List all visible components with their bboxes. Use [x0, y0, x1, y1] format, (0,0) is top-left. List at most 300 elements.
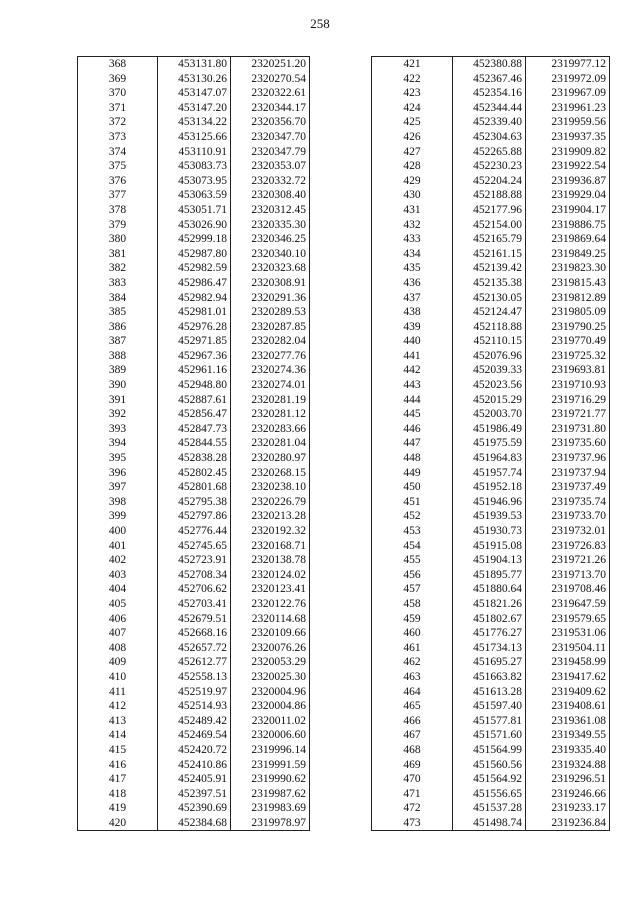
coordinate-x: 452339.40	[453, 115, 526, 130]
coordinate-y: 2319987.62	[231, 787, 310, 802]
table-row	[78, 86, 310, 101]
point-number: 437	[372, 291, 453, 306]
table-row	[78, 466, 310, 481]
coordinate-y: 2320280.97	[231, 451, 310, 466]
table-row	[372, 115, 610, 130]
table-row	[372, 393, 610, 408]
coordinate-y: 2320353.07	[231, 159, 310, 174]
coordinate-y: 2319815.43	[526, 276, 610, 291]
coordinate-x: 452795.38	[158, 495, 231, 510]
table-row	[372, 743, 610, 758]
table-row	[372, 247, 610, 262]
coordinate-x: 452982.59	[158, 261, 231, 276]
table-row	[78, 57, 310, 72]
coordinate-x: 452230.23	[453, 159, 526, 174]
table-row	[78, 72, 310, 87]
point-number: 411	[78, 685, 158, 700]
coordinate-y: 2319735.74	[526, 495, 610, 510]
table-row	[78, 509, 310, 524]
coordinate-y: 2319713.70	[526, 568, 610, 583]
table-row	[78, 291, 310, 306]
table-row	[78, 378, 310, 393]
point-number: 375	[78, 159, 158, 174]
point-number: 373	[78, 130, 158, 145]
table-row	[78, 553, 310, 568]
table-row	[372, 787, 610, 802]
table-row	[78, 115, 310, 130]
table-row	[78, 261, 310, 276]
table-row	[372, 451, 610, 466]
coordinate-x: 451613.28	[453, 685, 526, 700]
table-row	[372, 72, 610, 87]
coordinate-x: 453063.59	[158, 188, 231, 203]
coordinate-x: 452165.79	[453, 232, 526, 247]
coordinate-x: 452304.63	[453, 130, 526, 145]
coordinate-y: 2319408.61	[526, 699, 610, 714]
coordinate-x: 451695.27	[453, 655, 526, 670]
table-row	[78, 159, 310, 174]
coordinate-y: 2320346.25	[231, 232, 310, 247]
coordinate-y: 2319922.54	[526, 159, 610, 174]
coordinate-x: 451821.26	[453, 597, 526, 612]
point-number: 445	[372, 407, 453, 422]
coordinate-x: 451556.65	[453, 787, 526, 802]
point-number: 421	[372, 57, 453, 72]
point-number: 388	[78, 349, 158, 364]
coordinate-y: 2319823.30	[526, 261, 610, 276]
coordinate-x: 452489.42	[158, 714, 231, 729]
point-number: 461	[372, 641, 453, 656]
table-row	[78, 626, 310, 641]
table-row	[78, 276, 310, 291]
table-row	[372, 524, 610, 539]
point-number: 456	[372, 568, 453, 583]
coordinate-y: 2319904.17	[526, 203, 610, 218]
table-row	[372, 159, 610, 174]
point-number: 418	[78, 787, 158, 802]
table-row	[78, 714, 310, 729]
table-row	[78, 612, 310, 627]
table-row	[372, 801, 610, 816]
coordinate-x: 452856.47	[158, 407, 231, 422]
coordinate-x: 452981.01	[158, 305, 231, 320]
point-number: 372	[78, 115, 158, 130]
point-number: 394	[78, 436, 158, 451]
coordinate-x: 451986.49	[453, 422, 526, 437]
coordinate-y: 2319349.55	[526, 728, 610, 743]
table-row	[78, 436, 310, 451]
point-number: 423	[372, 86, 453, 101]
point-number: 385	[78, 305, 158, 320]
coordinate-y: 2320270.54	[231, 72, 310, 87]
point-number: 417	[78, 772, 158, 787]
table-row	[78, 218, 310, 233]
coordinate-y: 2319731.80	[526, 422, 610, 437]
point-number: 436	[372, 276, 453, 291]
point-number: 398	[78, 495, 158, 510]
coordinate-y: 2320006.60	[231, 728, 310, 743]
point-number: 384	[78, 291, 158, 306]
coordinate-y: 2319409.62	[526, 685, 610, 700]
coordinate-x: 452558.13	[158, 670, 231, 685]
table-row	[78, 801, 310, 816]
coordinate-x: 451776.27	[453, 626, 526, 641]
coordinate-y: 2319721.26	[526, 553, 610, 568]
point-number: 449	[372, 466, 453, 481]
point-number: 410	[78, 670, 158, 685]
table-row	[78, 320, 310, 335]
coordinate-y: 2319737.96	[526, 451, 610, 466]
coordinate-y: 2319991.59	[231, 758, 310, 773]
coordinate-x: 452967.36	[158, 349, 231, 364]
coordinate-x: 452971.85	[158, 334, 231, 349]
table-row	[78, 699, 310, 714]
coordinate-x: 452706.62	[158, 582, 231, 597]
coordinate-y: 2320308.40	[231, 188, 310, 203]
coordinate-y: 2319708.46	[526, 582, 610, 597]
coordinate-y: 2320287.85	[231, 320, 310, 335]
coordinate-y: 2319458.99	[526, 655, 610, 670]
table-row	[78, 393, 310, 408]
table-row	[372, 553, 610, 568]
point-number: 459	[372, 612, 453, 627]
point-number: 371	[78, 101, 158, 116]
table-row	[372, 320, 610, 335]
coordinate-y: 2320323.68	[231, 261, 310, 276]
point-number: 450	[372, 480, 453, 495]
coordinate-y: 2320332.72	[231, 174, 310, 189]
point-number: 467	[372, 728, 453, 743]
coordinate-y: 2320238.10	[231, 480, 310, 495]
point-number: 441	[372, 349, 453, 364]
point-number: 435	[372, 261, 453, 276]
table-row	[372, 466, 610, 481]
coordinate-x: 451975.59	[453, 436, 526, 451]
point-number: 464	[372, 685, 453, 700]
table-row	[372, 218, 610, 233]
table-row	[372, 568, 610, 583]
coordinate-y: 2319504.11	[526, 641, 610, 656]
coordinate-x: 452844.55	[158, 436, 231, 451]
table-row	[78, 130, 310, 145]
point-number: 399	[78, 509, 158, 524]
point-number: 466	[372, 714, 453, 729]
point-number: 471	[372, 787, 453, 802]
coordinate-x: 453134.22	[158, 115, 231, 130]
point-number: 401	[78, 539, 158, 554]
point-number: 472	[372, 801, 453, 816]
coordinate-y: 2320347.70	[231, 130, 310, 145]
table-row	[78, 174, 310, 189]
coordinate-x: 451663.82	[453, 670, 526, 685]
table-row	[372, 261, 610, 276]
table-row	[372, 539, 610, 554]
point-number: 429	[372, 174, 453, 189]
point-number: 396	[78, 466, 158, 481]
coordinate-x: 452802.45	[158, 466, 231, 481]
table-row	[78, 539, 310, 554]
coordinate-y: 2320335.30	[231, 218, 310, 233]
point-number: 446	[372, 422, 453, 437]
coordinate-x: 452154.00	[453, 218, 526, 233]
point-number: 393	[78, 422, 158, 437]
coordinate-x: 451957.74	[453, 466, 526, 481]
coordinate-x: 452519.97	[158, 685, 231, 700]
coordinate-y: 2319721.77	[526, 407, 610, 422]
coordinate-y: 2320340.10	[231, 247, 310, 262]
point-number: 395	[78, 451, 158, 466]
point-number: 444	[372, 393, 453, 408]
coordinate-y: 2319233.17	[526, 801, 610, 816]
coordinate-x: 452405.91	[158, 772, 231, 787]
coordinate-y: 2320123.41	[231, 582, 310, 597]
coordinate-x: 451560.56	[453, 758, 526, 773]
point-number: 379	[78, 218, 158, 233]
coordinate-x: 452039.33	[453, 363, 526, 378]
coordinate-y: 2319937.35	[526, 130, 610, 145]
coordinate-x: 451946.96	[453, 495, 526, 510]
table-row	[372, 130, 610, 145]
table-row	[78, 582, 310, 597]
table-row	[372, 232, 610, 247]
point-number: 460	[372, 626, 453, 641]
coordinate-y: 2319996.14	[231, 743, 310, 758]
coordinate-x: 451880.64	[453, 582, 526, 597]
table-row	[78, 349, 310, 364]
table-row	[78, 685, 310, 700]
point-number: 378	[78, 203, 158, 218]
point-number: 415	[78, 743, 158, 758]
coordinate-y: 2320004.96	[231, 685, 310, 700]
coordinate-x: 452986.47	[158, 276, 231, 291]
coordinate-y: 2320114.68	[231, 612, 310, 627]
coordinate-x: 452723.91	[158, 553, 231, 568]
point-number: 369	[78, 72, 158, 87]
coordinate-x: 452124.47	[453, 305, 526, 320]
table-row	[372, 378, 610, 393]
table-row	[78, 480, 310, 495]
coordinate-y: 2320122.76	[231, 597, 310, 612]
table-row	[372, 495, 610, 510]
coordinate-y: 2319693.81	[526, 363, 610, 378]
coordinate-x: 452161.15	[453, 247, 526, 262]
coordinate-y: 2319246.66	[526, 787, 610, 802]
table-row	[372, 699, 610, 714]
point-number: 407	[78, 626, 158, 641]
coordinate-x: 451577.81	[453, 714, 526, 729]
coordinate-y: 2319579.65	[526, 612, 610, 627]
point-number: 370	[78, 86, 158, 101]
coordinate-y: 2320281.04	[231, 436, 310, 451]
point-number: 454	[372, 539, 453, 554]
table-row	[78, 816, 310, 831]
coordinate-y: 2320347.79	[231, 145, 310, 160]
table-row	[372, 203, 610, 218]
coordinate-x: 451895.77	[453, 568, 526, 583]
table-row	[372, 101, 610, 116]
point-number: 451	[372, 495, 453, 510]
point-number: 406	[78, 612, 158, 627]
coordinate-x: 451904.13	[453, 553, 526, 568]
table-row	[78, 188, 310, 203]
point-number: 381	[78, 247, 158, 262]
point-number: 458	[372, 597, 453, 612]
coordinate-x: 452948.80	[158, 378, 231, 393]
coordinate-y: 2320274.01	[231, 378, 310, 393]
table-row	[372, 816, 610, 831]
point-number: 374	[78, 145, 158, 160]
point-number: 416	[78, 758, 158, 773]
table-row	[372, 626, 610, 641]
coordinate-y: 2320268.15	[231, 466, 310, 481]
coordinate-x: 451537.28	[453, 801, 526, 816]
coordinate-x: 452110.15	[453, 334, 526, 349]
point-number: 455	[372, 553, 453, 568]
coordinate-x: 451597.40	[453, 699, 526, 714]
table-row	[372, 276, 610, 291]
coordinate-y: 2319972.09	[526, 72, 610, 87]
coordinate-y: 2320004.86	[231, 699, 310, 714]
table-row	[78, 203, 310, 218]
coordinate-x: 451802.67	[453, 612, 526, 627]
page-number: 258	[310, 16, 330, 31]
coordinate-x: 453026.90	[158, 218, 231, 233]
coordinate-y: 2320192.32	[231, 524, 310, 539]
table-row	[78, 728, 310, 743]
coordinate-x: 452367.46	[453, 72, 526, 87]
coordinate-x: 452344.44	[453, 101, 526, 116]
table-row	[372, 670, 610, 685]
coordinate-x: 452887.61	[158, 393, 231, 408]
coordinate-y: 2319990.62	[231, 772, 310, 787]
coordinate-x: 452390.69	[158, 801, 231, 816]
coordinate-x: 451498.74	[453, 816, 526, 831]
point-number: 432	[372, 218, 453, 233]
point-number: 412	[78, 699, 158, 714]
table-row	[78, 232, 310, 247]
coordinate-y: 2319790.25	[526, 320, 610, 335]
point-number: 404	[78, 582, 158, 597]
coordinate-x: 451571.60	[453, 728, 526, 743]
point-number: 448	[372, 451, 453, 466]
table-row	[78, 363, 310, 378]
point-number: 414	[78, 728, 158, 743]
coordinate-y: 2320053.29	[231, 655, 310, 670]
coordinate-y: 2320344.17	[231, 101, 310, 116]
table-row	[372, 363, 610, 378]
point-number: 422	[372, 72, 453, 87]
table-row	[372, 57, 610, 72]
coordinate-y: 2319531.06	[526, 626, 610, 641]
coordinate-x: 452703.41	[158, 597, 231, 612]
point-number: 386	[78, 320, 158, 335]
coordinates-table-left	[77, 56, 310, 831]
coordinate-y: 2319735.60	[526, 436, 610, 451]
coordinate-x: 452847.73	[158, 422, 231, 437]
table-row	[78, 101, 310, 116]
coordinate-x: 453110.91	[158, 145, 231, 160]
coordinate-x: 452003.70	[453, 407, 526, 422]
point-number: 387	[78, 334, 158, 349]
table-row	[78, 305, 310, 320]
coordinate-y: 2320289.53	[231, 305, 310, 320]
table-row	[78, 772, 310, 787]
coordinate-x: 451915.08	[453, 539, 526, 554]
point-number: 443	[372, 378, 453, 393]
coordinate-x: 451564.92	[453, 772, 526, 787]
table-row	[78, 247, 310, 262]
coordinate-y: 2319961.23	[526, 101, 610, 116]
table-row	[78, 758, 310, 773]
coordinate-y: 2319978.97	[231, 816, 310, 831]
point-number: 383	[78, 276, 158, 291]
coordinate-y: 2320356.70	[231, 115, 310, 130]
point-number: 368	[78, 57, 158, 72]
coordinate-y: 2320274.36	[231, 363, 310, 378]
point-number: 425	[372, 115, 453, 130]
point-number: 427	[372, 145, 453, 160]
coordinate-x: 452776.44	[158, 524, 231, 539]
point-number: 380	[78, 232, 158, 247]
coordinate-x: 452657.72	[158, 641, 231, 656]
table-row	[78, 495, 310, 510]
point-number: 473	[372, 816, 453, 831]
coordinate-x: 453147.07	[158, 86, 231, 101]
coordinate-y: 2319909.82	[526, 145, 610, 160]
point-number: 468	[372, 743, 453, 758]
coordinate-y: 2320281.12	[231, 407, 310, 422]
point-number: 431	[372, 203, 453, 218]
coordinate-y: 2319335.40	[526, 743, 610, 758]
table-row	[78, 641, 310, 656]
coordinate-x: 452708.34	[158, 568, 231, 583]
point-number: 463	[372, 670, 453, 685]
point-number: 452	[372, 509, 453, 524]
coordinate-x: 453083.73	[158, 159, 231, 174]
coordinate-y: 2319716.29	[526, 393, 610, 408]
coordinate-x: 451964.83	[453, 451, 526, 466]
coordinate-x: 452612.77	[158, 655, 231, 670]
table-row	[78, 655, 310, 670]
coordinate-y: 2320282.04	[231, 334, 310, 349]
table-row	[78, 422, 310, 437]
table-row	[372, 597, 610, 612]
point-number: 438	[372, 305, 453, 320]
coordinate-x: 452188.88	[453, 188, 526, 203]
point-number: 433	[372, 232, 453, 247]
coordinate-y: 2319324.88	[526, 758, 610, 773]
coordinate-y: 2319733.70	[526, 509, 610, 524]
coordinate-y: 2320226.79	[231, 495, 310, 510]
coordinate-x: 452801.68	[158, 480, 231, 495]
coordinate-y: 2319361.08	[526, 714, 610, 729]
table-row	[372, 612, 610, 627]
point-number: 391	[78, 393, 158, 408]
table-row	[372, 86, 610, 101]
coordinate-x: 452015.29	[453, 393, 526, 408]
coordinate-y: 2319725.32	[526, 349, 610, 364]
coordinate-y: 2319296.51	[526, 772, 610, 787]
coordinate-y: 2319710.93	[526, 378, 610, 393]
coordinate-y: 2320213.28	[231, 509, 310, 524]
coordinate-x: 451939.53	[453, 509, 526, 524]
coordinate-y: 2319977.12	[526, 57, 610, 72]
coordinate-y: 2319849.25	[526, 247, 610, 262]
point-number: 397	[78, 480, 158, 495]
coordinate-y: 2319737.49	[526, 480, 610, 495]
point-number: 413	[78, 714, 158, 729]
point-number: 377	[78, 188, 158, 203]
